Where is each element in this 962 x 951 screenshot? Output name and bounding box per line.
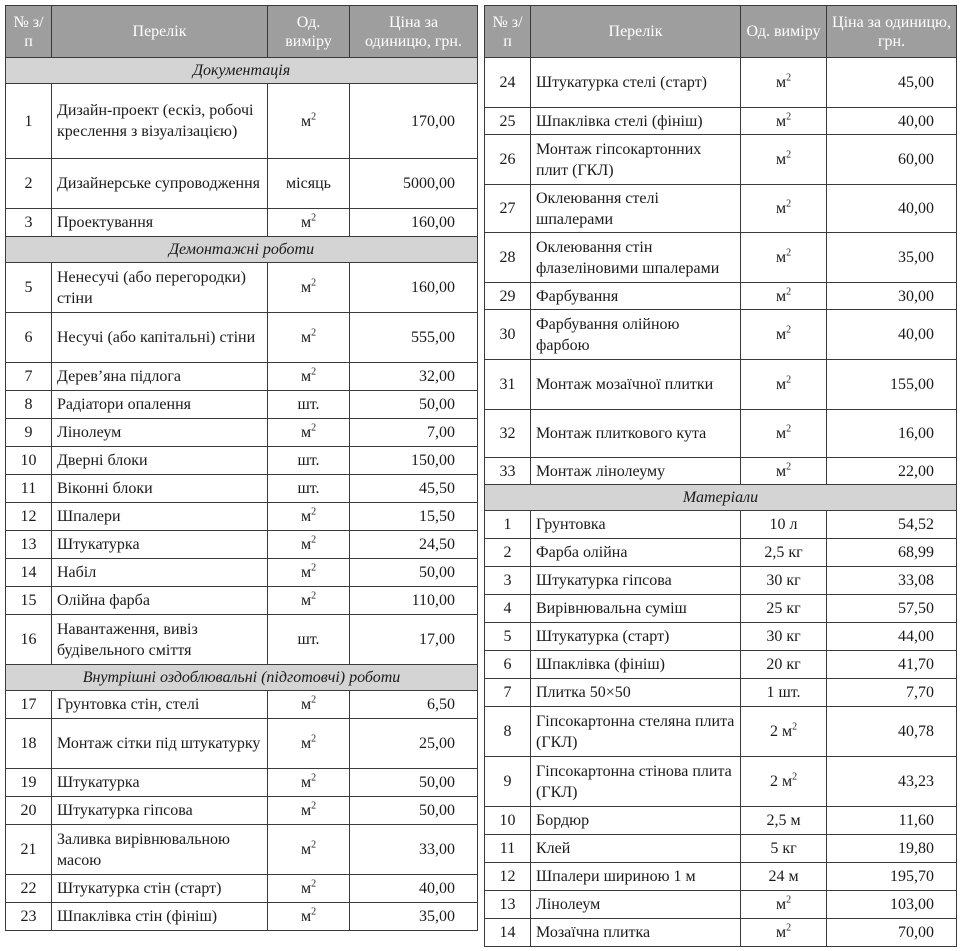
item-name: Штукатурка (старт) [531, 623, 741, 651]
table-row [485, 310, 957, 360]
unit-cell: $м^2$ [268, 363, 350, 391]
table-row [6, 313, 478, 363]
unit-cell: 5 кг [741, 835, 827, 863]
item-name: Шпаклівка стін (фініш) [52, 903, 268, 931]
item-name: Гіпсокартонна стеляна плита (ГКЛ) [531, 707, 741, 757]
unit-cell: 20 кг [741, 651, 827, 679]
item-name: Монтаж лінолеуму [531, 458, 741, 485]
row-number: 24 [485, 58, 531, 108]
unit-cell: 24 м [741, 863, 827, 891]
price-cell: 43,23 [827, 757, 957, 807]
item-name: Штукатурка стін (старт) [52, 875, 268, 903]
header-price: Ціна за одиницю, грн. [350, 6, 478, 58]
table-row [6, 903, 478, 931]
table-row [485, 567, 957, 595]
row-number: 4 [485, 595, 531, 623]
table-row [485, 651, 957, 679]
price-cell: 32,00 [350, 363, 478, 391]
section-title: Демонтажні роботи [6, 237, 478, 263]
unit-cell: $м^2$ [268, 825, 350, 875]
unit-cell: $м^2$ [741, 185, 827, 233]
item-name: Клей [531, 835, 741, 863]
unit-cell: $м^2$ [741, 360, 827, 410]
item-name: Дерев’яна підлога [52, 363, 268, 391]
item-name: Штукатурка [52, 531, 268, 559]
unit-cell: 2 $м^2$ [741, 757, 827, 807]
table-row [485, 863, 957, 891]
unit-cell: $м^2$ [268, 313, 350, 363]
price-cell: 44,00 [827, 623, 957, 651]
price-cell: 40,78 [827, 707, 957, 757]
row-number: 27 [485, 185, 531, 233]
table-header [6, 6, 478, 58]
item-name: Проектування [52, 209, 268, 237]
item-name: Вирівнювальна суміш [531, 595, 741, 623]
unit-cell: $м^2$ [741, 410, 827, 458]
item-name: Плитка 50×50 [531, 679, 741, 707]
row-number: 25 [485, 108, 531, 135]
row-number: 23 [6, 903, 52, 931]
row-number: 13 [485, 891, 531, 919]
price-table-right [484, 5, 957, 947]
unit-cell: $м^2$ [268, 719, 350, 769]
price-cell: 70,00 [827, 919, 957, 947]
section-row [6, 237, 478, 263]
price-cell: 50,00 [350, 559, 478, 587]
item-name: Оклеювання стін флазеліновими шпалерами [531, 233, 741, 283]
price-cell: 11,60 [827, 807, 957, 835]
table-row [485, 283, 957, 310]
row-number: 7 [6, 363, 52, 391]
price-cell: 30,00 [827, 283, 957, 310]
row-number: 16 [6, 615, 52, 665]
unit-cell: $м^2$ [268, 84, 350, 159]
item-name: Фарбування [531, 283, 741, 310]
table-row [6, 419, 478, 447]
row-number: 12 [6, 503, 52, 531]
section-title: Внутрішні оздоблювальні (підготовчі) роботи [6, 665, 478, 691]
table-row [485, 757, 957, 807]
price-cell: 15,50 [350, 503, 478, 531]
table-row [6, 875, 478, 903]
row-number: 6 [6, 313, 52, 363]
price-cell: 45,00 [827, 58, 957, 108]
item-name: Віконні блоки [52, 475, 268, 503]
price-cell: 19,80 [827, 835, 957, 863]
row-number: 5 [485, 623, 531, 651]
item-name: Грунтовка [531, 511, 741, 539]
price-cell: 40,00 [827, 108, 957, 135]
price-cell: 54,52 [827, 511, 957, 539]
table-row [6, 263, 478, 313]
table-row [6, 691, 478, 719]
unit-cell: $м^2$ [741, 458, 827, 485]
row-number: 29 [485, 283, 531, 310]
unit-cell: $м^2$ [268, 531, 350, 559]
price-cell: 170,00 [350, 84, 478, 159]
row-number: 12 [485, 863, 531, 891]
table-row [6, 503, 478, 531]
row-number: 9 [6, 419, 52, 447]
unit-cell: шт. [268, 475, 350, 503]
unit-cell: $м^2$ [268, 587, 350, 615]
price-cell: 22,00 [827, 458, 957, 485]
table-row [6, 587, 478, 615]
table-body [485, 58, 957, 947]
row-number: 14 [6, 559, 52, 587]
price-cell: 35,00 [827, 233, 957, 283]
table-row [6, 559, 478, 587]
row-number: 3 [485, 567, 531, 595]
unit-cell: $м^2$ [741, 891, 827, 919]
price-cell: 40,00 [827, 310, 957, 360]
price-cell: 60,00 [827, 135, 957, 185]
price-cell: 33,08 [827, 567, 957, 595]
header-unit: Од. виміру [741, 6, 827, 58]
row-number: 21 [6, 825, 52, 875]
price-cell: 103,00 [827, 891, 957, 919]
item-name: Олійна фарба [52, 587, 268, 615]
table-row [485, 511, 957, 539]
price-cell: 57,50 [827, 595, 957, 623]
price-cell: 150,00 [350, 447, 478, 475]
unit-cell: місяць [268, 159, 350, 209]
row-number: 1 [6, 84, 52, 159]
table-row [485, 135, 957, 185]
section-title: Документація [6, 58, 478, 84]
table-row [485, 58, 957, 108]
section-row [6, 58, 478, 84]
row-number: 33 [485, 458, 531, 485]
item-name: Дизайнерське супроводження [52, 159, 268, 209]
row-number: 26 [485, 135, 531, 185]
table-row [6, 475, 478, 503]
unit-cell: $м^2$ [741, 233, 827, 283]
item-name: Штукатурка [52, 769, 268, 797]
item-name: Фарбування олійною фарбою [531, 310, 741, 360]
item-name: Монтаж мозаїчної плитки [531, 360, 741, 410]
header-unit: Од. виміру [268, 6, 350, 58]
price-cell: 68,99 [827, 539, 957, 567]
price-cell: 555,00 [350, 313, 478, 363]
price-cell: 110,00 [350, 587, 478, 615]
header-name: Перелік [531, 6, 741, 58]
unit-cell: 10 л [741, 511, 827, 539]
price-cell: 160,00 [350, 209, 478, 237]
section-title: Матеріали [485, 485, 957, 511]
row-number: 10 [6, 447, 52, 475]
unit-cell: 2 $м^2$ [741, 707, 827, 757]
item-name: Радіатори опалення [52, 391, 268, 419]
table-row [6, 615, 478, 665]
table-row [6, 797, 478, 825]
row-number: 19 [6, 769, 52, 797]
section-row [485, 485, 957, 511]
table-row [485, 360, 957, 410]
row-number: 8 [6, 391, 52, 419]
table-row [6, 391, 478, 419]
item-name: Гіпсокартонна стінова плита (ГКЛ) [531, 757, 741, 807]
unit-cell: $м^2$ [268, 419, 350, 447]
price-cell: 7,70 [827, 679, 957, 707]
price-cell: 45,50 [350, 475, 478, 503]
header-name: Перелік [52, 6, 268, 58]
price-cell: 50,00 [350, 391, 478, 419]
price-cell: 6,50 [350, 691, 478, 719]
row-number: 2 [485, 539, 531, 567]
price-cell: 50,00 [350, 769, 478, 797]
price-cell: 25,00 [350, 719, 478, 769]
price-cell: 16,00 [827, 410, 957, 458]
price-cell: 155,00 [827, 360, 957, 410]
item-name: Штукатурка гіпсова [52, 797, 268, 825]
unit-cell: 2,5 кг [741, 539, 827, 567]
item-name: Монтаж гіпсокартонних плит (ГКЛ) [531, 135, 741, 185]
row-number: 15 [6, 587, 52, 615]
unit-cell: $м^2$ [268, 769, 350, 797]
item-name: Шпаклівка стелі (фініш) [531, 108, 741, 135]
row-number: 14 [485, 919, 531, 947]
row-number: 8 [485, 707, 531, 757]
table-row [485, 919, 957, 947]
item-name: Шпалери шириною 1 м [531, 863, 741, 891]
table-row [485, 707, 957, 757]
price-cell: 40,00 [350, 875, 478, 903]
item-name: Навантаження, вивіз будівельного сміття [52, 615, 268, 665]
unit-cell: $м^2$ [741, 58, 827, 108]
item-name: Заливка вирівнювальною масою [52, 825, 268, 875]
table-row [485, 595, 957, 623]
unit-cell: $м^2$ [741, 135, 827, 185]
unit-cell: $м^2$ [268, 503, 350, 531]
price-cell: 41,70 [827, 651, 957, 679]
unit-cell: $м^2$ [268, 691, 350, 719]
unit-cell: шт. [268, 615, 350, 665]
row-number: 3 [6, 209, 52, 237]
unit-cell: 30 кг [741, 623, 827, 651]
row-number: 1 [485, 511, 531, 539]
item-name: Набіл [52, 559, 268, 587]
table-row [485, 623, 957, 651]
unit-cell: $м^2$ [268, 903, 350, 931]
section-row [6, 665, 478, 691]
price-table-left [5, 5, 478, 931]
price-cell: 35,00 [350, 903, 478, 931]
unit-cell: $м^2$ [741, 108, 827, 135]
item-name: Грунтовка стін, стелі [52, 691, 268, 719]
unit-cell: $м^2$ [741, 283, 827, 310]
price-cell: 7,00 [350, 419, 478, 447]
item-name: Лінолеум [531, 891, 741, 919]
table-header [485, 6, 957, 58]
unit-cell: 30 кг [741, 567, 827, 595]
table-row [6, 719, 478, 769]
unit-cell: $м^2$ [268, 875, 350, 903]
unit-cell: 25 кг [741, 595, 827, 623]
table-row [485, 233, 957, 283]
item-name: Оклеювання стелі шпалерами [531, 185, 741, 233]
price-cell: 33,00 [350, 825, 478, 875]
table-row [6, 531, 478, 559]
table-row [485, 539, 957, 567]
table-row [6, 363, 478, 391]
row-number: 6 [485, 651, 531, 679]
item-name: Дизайн-проект (ескіз, робочі креслення з візуалізацією) [52, 84, 268, 159]
table-row [6, 159, 478, 209]
row-number: 7 [485, 679, 531, 707]
item-name: Бордюр [531, 807, 741, 835]
item-name: Фарба олійна [531, 539, 741, 567]
price-cell: 160,00 [350, 263, 478, 313]
table-row [485, 410, 957, 458]
row-number: 18 [6, 719, 52, 769]
row-number: 13 [6, 531, 52, 559]
price-cell: 50,00 [350, 797, 478, 825]
item-name: Несучі (або капітальні) стіни [52, 313, 268, 363]
item-name: Дверні блоки [52, 447, 268, 475]
row-number: 10 [485, 807, 531, 835]
header-price: Ціна за одиницю, грн. [827, 6, 957, 58]
table-row [485, 185, 957, 233]
price-cell: 5000,00 [350, 159, 478, 209]
unit-cell: $м^2$ [268, 263, 350, 313]
row-number: 9 [485, 757, 531, 807]
row-number: 31 [485, 360, 531, 410]
unit-cell: $м^2$ [741, 310, 827, 360]
row-number: 2 [6, 159, 52, 209]
header-num: № з/п [6, 6, 52, 58]
price-cell: 40,00 [827, 185, 957, 233]
table-row [485, 679, 957, 707]
price-cell: 195,70 [827, 863, 957, 891]
item-name: Монтаж плиткового кута [531, 410, 741, 458]
price-cell: 24,50 [350, 531, 478, 559]
row-number: 32 [485, 410, 531, 458]
table-row [6, 825, 478, 875]
item-name: Лінолеум [52, 419, 268, 447]
item-name: Монтаж сітки під штукатурку [52, 719, 268, 769]
header-num: № з/п [485, 6, 531, 58]
unit-cell: 1 шт. [741, 679, 827, 707]
table-row [485, 807, 957, 835]
price-cell: 17,00 [350, 615, 478, 665]
item-name: Шпаклівка (фініш) [531, 651, 741, 679]
unit-cell: $м^2$ [268, 209, 350, 237]
item-name: Штукатурка стелі (старт) [531, 58, 741, 108]
row-number: 11 [485, 835, 531, 863]
item-name: Шпалери [52, 503, 268, 531]
table-row [485, 835, 957, 863]
item-name: Мозаїчна плитка [531, 919, 741, 947]
table-body [6, 58, 478, 931]
table-row [6, 209, 478, 237]
table-row [485, 458, 957, 485]
item-name: Штукатурка гіпсова [531, 567, 741, 595]
unit-cell: $м^2$ [741, 919, 827, 947]
unit-cell: $м^2$ [268, 797, 350, 825]
row-number: 20 [6, 797, 52, 825]
unit-cell: шт. [268, 447, 350, 475]
table-row [6, 447, 478, 475]
unit-cell: шт. [268, 391, 350, 419]
table-row [485, 891, 957, 919]
table-row [485, 108, 957, 135]
row-number: 28 [485, 233, 531, 283]
table-row [6, 84, 478, 159]
unit-cell: 2,5 м [741, 807, 827, 835]
row-number: 5 [6, 263, 52, 313]
item-name: Ненесучі (або перегородки) стіни [52, 263, 268, 313]
row-number: 11 [6, 475, 52, 503]
row-number: 22 [6, 875, 52, 903]
table-row [6, 769, 478, 797]
row-number: 30 [485, 310, 531, 360]
unit-cell: $м^2$ [268, 559, 350, 587]
row-number: 17 [6, 691, 52, 719]
